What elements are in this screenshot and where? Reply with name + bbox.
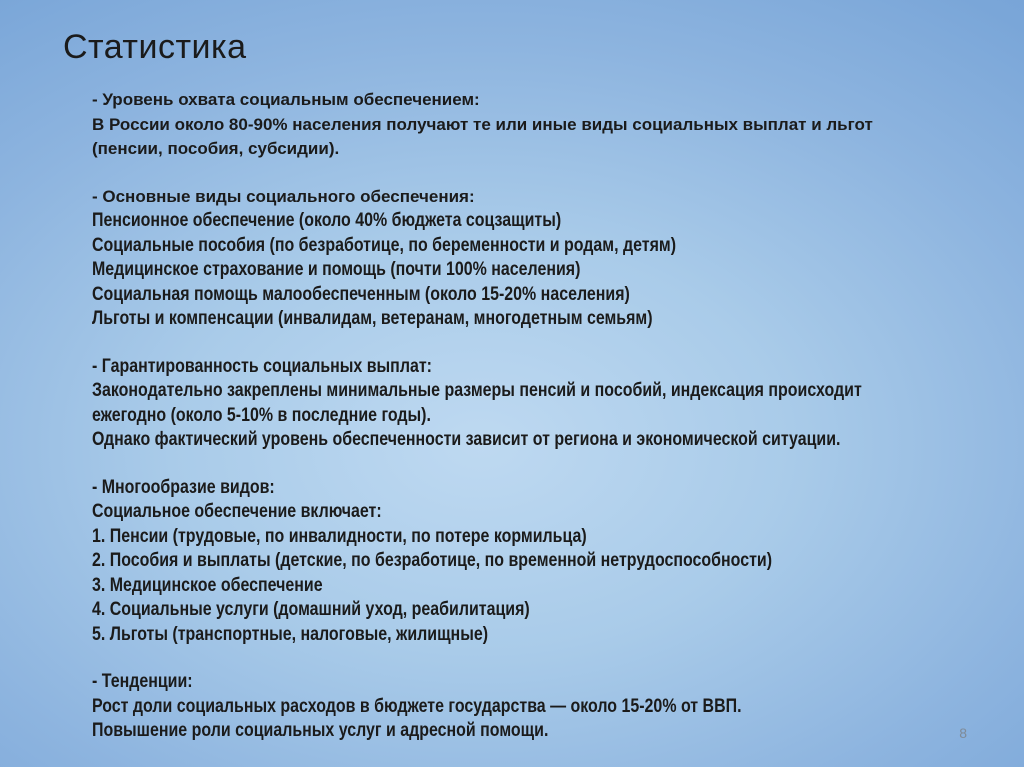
- section-guarantees: [92, 355, 1008, 453]
- text-line: Социальные пособия (по безработице, по беременности и родам, детям): [92, 234, 677, 256]
- text-line: Льготы и компенсации (инвалидам, ветеранам, многодетным семьям): [92, 308, 653, 329]
- section-heading: - Уровень охвата социальным обеспечением:: [92, 90, 480, 109]
- slide-body: [92, 88, 1008, 744]
- section-heading: - Тенденции:: [92, 671, 193, 692]
- text-line: 1. Пенсии (трудовые, по инвалидности, по потере кормильца): [92, 525, 587, 547]
- text-line: В России около 80-90% населения получают те или иные виды социальных выплат и льгот: [92, 114, 873, 134]
- text-line: Однако фактический уровень обеспеченности зависит от региона и экономической ситуации.: [92, 429, 841, 450]
- text-line: Рост доли социальных расходов в бюджете государства — около 15-20% от ВВП.: [92, 695, 742, 717]
- text-line: Медицинское страхование и помощь (почти 100% населения): [92, 259, 581, 280]
- text-line: 5. Льготы (транспортные, налоговые, жилищные): [92, 623, 489, 645]
- page-number: 8: [959, 725, 967, 741]
- section-main-types: [92, 185, 1008, 332]
- text-line: (пенсии, пособия, субсидии).: [92, 139, 340, 158]
- text-line: Пенсионное обеспечение (около 40% бюджета соцзащиты): [92, 210, 562, 231]
- section-heading: - Основные виды социального обеспечения:: [92, 186, 475, 206]
- section-variety: [92, 476, 1008, 648]
- text-line: 4. Социальные услуги (домашний уход, реабилитация): [92, 599, 530, 620]
- text-line: Законодательно закреплены минимальные размеры пенсий и пособий, индексация происходит: [92, 380, 862, 401]
- text-line: 2. Пособия и выплаты (детские, по безработице, по временной нетрудоспособности): [92, 550, 773, 571]
- section-coverage-level: [92, 88, 1008, 162]
- text-line: 3. Медицинское обеспечение: [92, 574, 323, 596]
- text-line: ежегодно (около 5-10% в последние годы).: [92, 404, 431, 426]
- section-heading: - Гарантированность социальных выплат:: [92, 355, 432, 377]
- text-line: Повышение роли социальных услуг и адресной помощи.: [92, 720, 549, 741]
- text-line: Социальная помощь малообеспеченным (около 15-20% населения): [92, 283, 630, 305]
- section-trends: [92, 670, 1008, 744]
- slide-title: Статистика: [63, 28, 247, 66]
- text-line: Социальное обеспечение включает:: [92, 501, 382, 522]
- section-heading: - Многообразие видов:: [92, 476, 275, 498]
